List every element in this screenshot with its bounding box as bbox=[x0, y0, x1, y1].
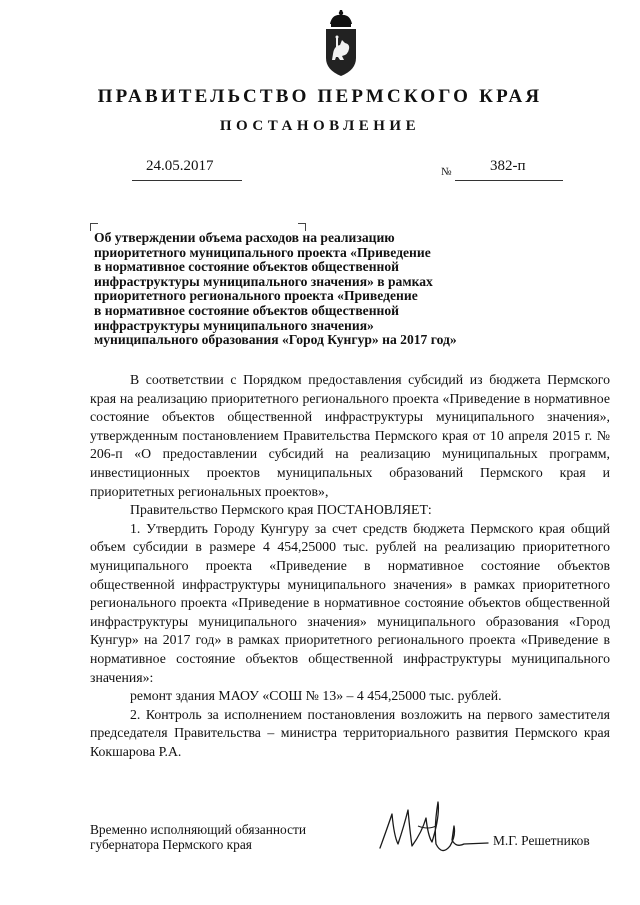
government-heading: ПРАВИТЕЛЬСТВО ПЕРМСКОГО КРАЯ bbox=[97, 86, 543, 107]
decree-title: Об утверждении объема расходов на реализацию приоритетного муниципального проекта «Приведение в нормативное состояние объектов общественной инфраструктуры муниципального значения» в рамках приоритетного регионального проекта «Приведение в нормативное состояние объектов общественной инфраструктуры муниципального значения» муниципального образования «Город Кунгур» на 2017 год» bbox=[94, 230, 457, 348]
number-underline bbox=[455, 180, 563, 181]
decree-body bbox=[90, 371, 610, 761]
item-2-paragraph: 2. Контроль за исполнением постановления возложить на первого заместителя председателя Правительства – министра территориального развития Пермского края Кокшарова Р.А. bbox=[90, 706, 610, 759]
handwritten-signature-icon bbox=[378, 796, 490, 868]
signatory-position: Временно исполняющий обязанности губернатора Пермского края bbox=[90, 822, 307, 853]
coat-of-arms-icon bbox=[322, 10, 360, 78]
document-type-heading: ПОСТАНОВЛЕНИЕ bbox=[219, 118, 421, 134]
date-underline bbox=[132, 180, 242, 181]
resolves-paragraph: Правительство Пермского края ПОСТАНОВЛЯЕТ: bbox=[130, 502, 432, 518]
item-1-detail: ремонт здания МАОУ «СОШ № 13» – 4 454,25000 тыс. рублей. bbox=[130, 688, 502, 704]
preamble-paragraph: В соответствии с Порядком предоставления субсидий из бюджета Пермского края на реализацию приоритетного регионального проекта «Приведение в нормативное состояние объектов общественной инфраструктуры муниципального значения», утвержденным постановлением Правительства Пермского края от 10 апреля 2015 г. № 206-п «О предоставлении субсидий на реализацию муниципальных программ, инвестиционных проектов муниципальных образований Пермского края и приоритетных региональных проектов», bbox=[90, 372, 610, 499]
signatory-name: М.Г. Решетников bbox=[493, 833, 590, 848]
decree-number: 382-п bbox=[490, 158, 526, 174]
decree-date: 24.05.2017 bbox=[146, 158, 214, 174]
number-sign: № bbox=[441, 166, 452, 178]
item-1-paragraph: 1. Утвердить Городу Кунгуру за счет средств бюджета Пермского края общий объем субсидии в размере 4 454,25000 тыс. рублей на реализацию приоритетного муниципального проекта «Приведение в нормативное состояние объектов общественной инфраструктуры муниципального значения» в рамках приоритетного регионального проекта «Приведение в нормативное состояние объектов общественной инфраструктуры муниципального значения» муниципального образования «Город Кунгур» на 2017 год» в рамках приоритетного регионального проекта «Приведение в нормативное состояние объектов общественной инфраструктуры муниципального значения»: bbox=[90, 520, 610, 685]
